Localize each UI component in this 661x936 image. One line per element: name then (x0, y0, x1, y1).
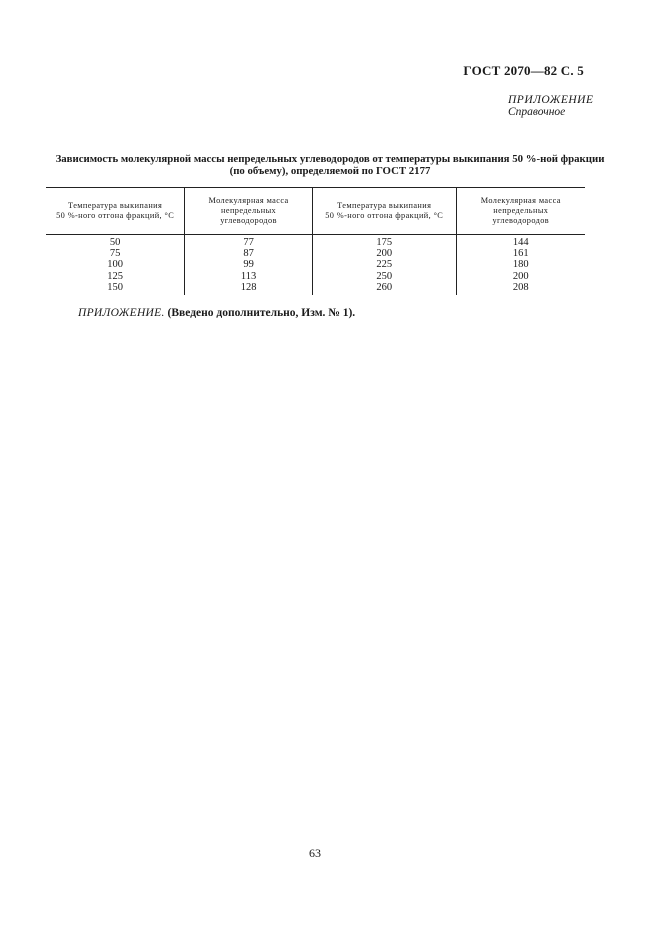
table-cell: 125 (107, 270, 124, 282)
appendix-title: ПРИЛОЖЕНИЕ (508, 94, 594, 106)
table-cell: 144 (512, 237, 529, 248)
header-temperature-2 (312, 188, 456, 235)
appendix-note (78, 307, 355, 319)
column-temperature-1-values (46, 235, 185, 296)
table-cell: 128 (240, 281, 257, 293)
table-cell: 208 (512, 281, 529, 293)
table-cell: 50 (109, 237, 121, 248)
header-line: непредельных (221, 206, 277, 215)
header-line: углеводородов (220, 216, 277, 225)
column-temperature-2-values (312, 235, 456, 296)
header-line: углеводородов (492, 216, 550, 225)
note-text: (Введено дополнительно, Изм. № 1). (167, 307, 356, 319)
header-line: 50 %-ного отгона фракций, °С (325, 211, 444, 220)
appendix-label-block (508, 94, 593, 118)
header-line: Молекулярная масса (480, 196, 561, 205)
table-cell: 87 (243, 248, 254, 260)
document-code: ГОСТ 2070—82 С. 5 (463, 63, 584, 78)
header-line: Температура выкипания (337, 201, 432, 210)
table-cell: 99 (243, 259, 254, 271)
table-cell: 175 (376, 237, 393, 248)
table-header-row (46, 188, 585, 235)
table-body-row (46, 235, 585, 296)
column-molecular-mass-2-values (456, 235, 585, 296)
table-cell: 200 (512, 270, 529, 282)
molecular-mass-table (46, 187, 585, 295)
header-line: Температура выкипания (68, 201, 163, 210)
table-cell: 77 (243, 237, 254, 248)
header-molecular-mass-1 (185, 188, 313, 235)
table-cell: 150 (107, 281, 124, 293)
table-title-line-1: Зависимость молекулярной массы непредельных углеводородов от температуры выкипания 50 %-ной фракции (55, 153, 605, 165)
table-cell: 113 (240, 270, 257, 282)
appendix-subtitle: Справочное (508, 106, 566, 118)
table-cell: 260 (376, 281, 393, 293)
note-label: ПРИЛОЖЕНИЕ. (78, 307, 165, 319)
table-cell: 225 (376, 259, 393, 271)
header-line: Молекулярная масса (208, 196, 289, 205)
table-cell: 180 (512, 259, 529, 271)
header-temperature-1 (46, 188, 185, 235)
table-title (50, 154, 610, 177)
header-line: 50 %-ного отгона фракций, °С (56, 211, 175, 220)
table-cell: 200 (376, 248, 393, 260)
table-cell: 161 (512, 248, 529, 260)
table-title-line-2: (по объему), определяемой по ГОСТ 2177 (229, 164, 431, 177)
table-cell: 75 (109, 248, 121, 260)
page-number: 63 (309, 846, 321, 860)
column-molecular-mass-1-values (185, 235, 313, 296)
table-cell: 250 (376, 270, 393, 282)
header-line: непредельных (493, 206, 549, 215)
table-cell: 100 (107, 259, 124, 271)
header-molecular-mass-2 (456, 188, 585, 235)
